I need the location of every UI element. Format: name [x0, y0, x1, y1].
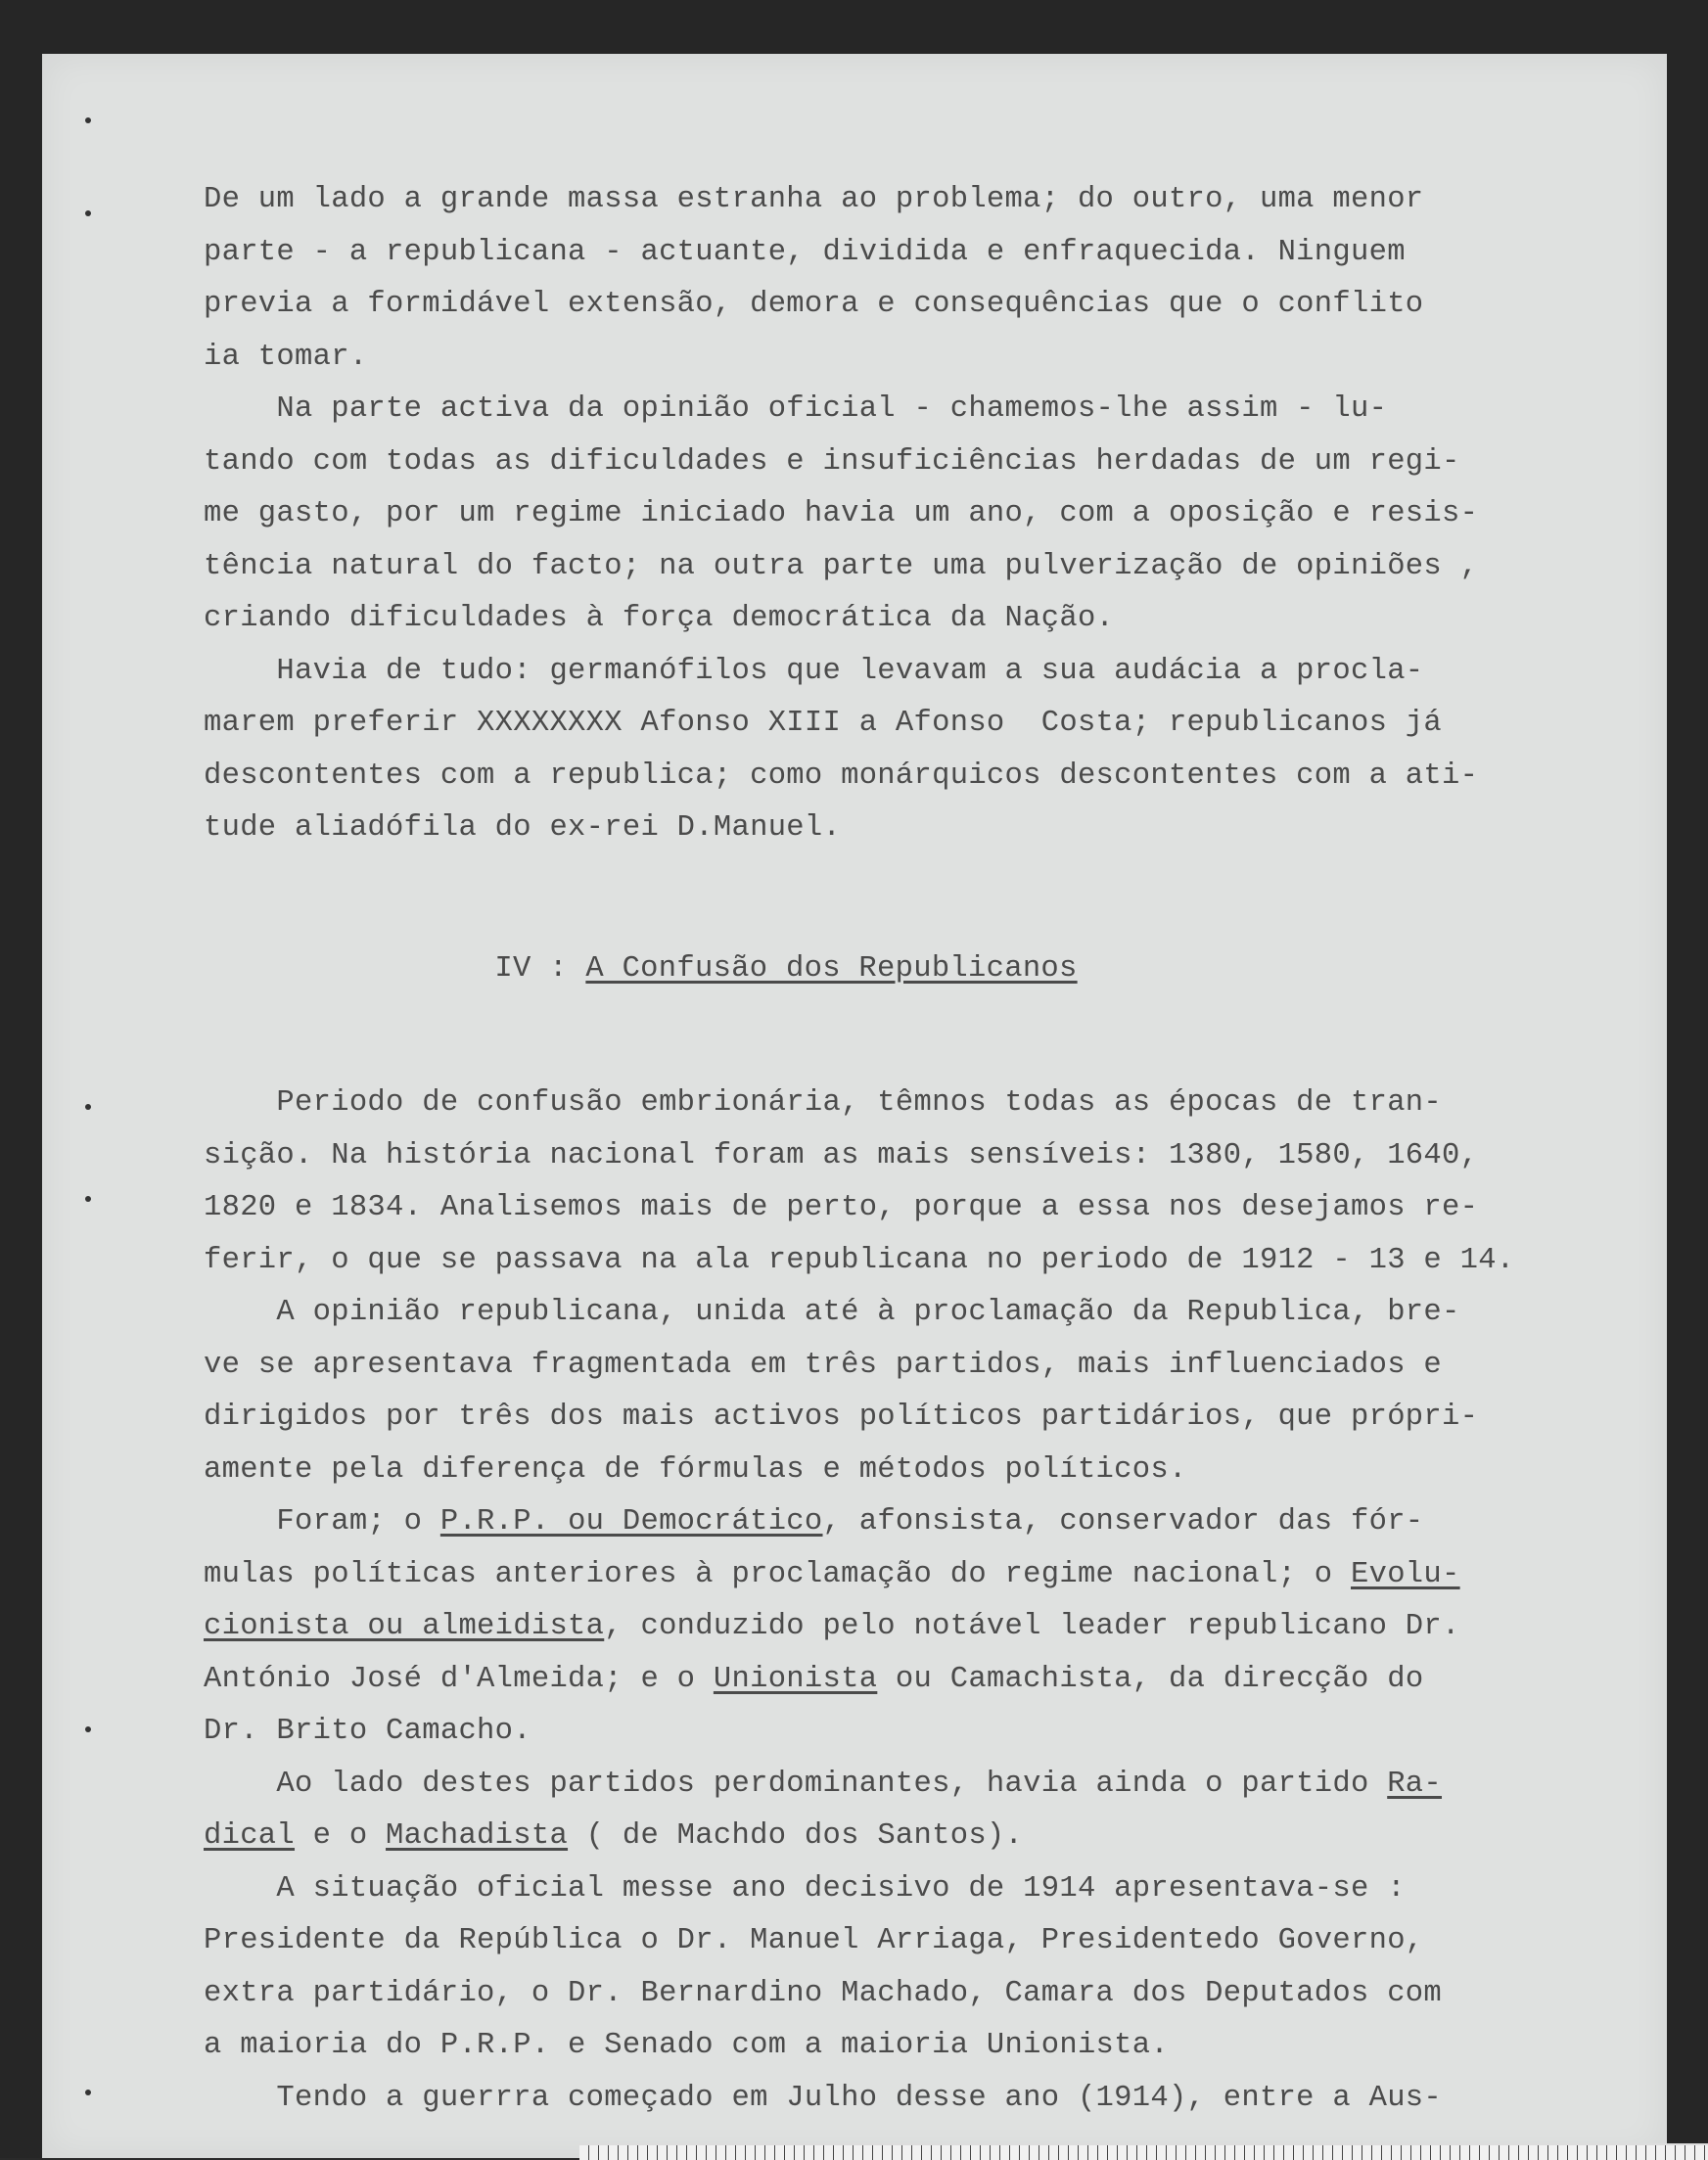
text-line: extra partidário, o Dr. Bernardino Machado, Camara dos Deputados com [204, 1976, 1443, 2010]
paragraph-2 [204, 384, 1593, 646]
text-line: sição. Na história nacional foram as mais sensíveis: 1380, 1580, 1640, [204, 1138, 1479, 1172]
text-line: tude aliadófila do ex-rei D.Manuel. [204, 811, 842, 845]
paragraph-5 [204, 1287, 1593, 1496]
text-line: De um lado a grande massa estranha ao problema; do outro, uma menor [204, 183, 1424, 216]
text-run: Ao lado destes partidos perdominantes, havia ainda o partido [204, 1767, 1388, 1801]
text-run: ou Camachista, da direcção do [877, 1662, 1424, 1696]
party-name-machadista: Machadista [386, 1819, 569, 1853]
text-line: Havia de tudo: germanófilos que levavam a sua audácia a procla- [204, 654, 1424, 688]
text-line [204, 1601, 1593, 1654]
section-title: A Confusão dos Republicanos [585, 951, 1078, 986]
text-line: A situação oficial messe ano decisivo de 1914 apresentava-se : [204, 1871, 1406, 1906]
party-name-unionista: Unionista [713, 1662, 878, 1696]
margin-mark [85, 2090, 91, 2095]
text-line: amente pela diferença de fórmulas e métodos políticos. [204, 1452, 1187, 1487]
paragraph-9 [204, 2073, 1593, 2126]
text-line: dirigidos por três dos mais activos políticos partidários, que própri- [204, 1401, 1479, 1434]
text-line: marem preferir XXXXXXXX Afonso XIII a Afonso Costa; republicanos já [204, 707, 1443, 740]
text-run: e o [295, 1819, 387, 1853]
text-line: Na parte activa da opinião oficial - chamemos-lhe assim - lu- [204, 392, 1388, 426]
text-line: ferir, o que se passava na ala republicana no periodo de 1912 - 13 e 14. [204, 1243, 1515, 1277]
text-line: ia tomar. [204, 340, 368, 374]
text-line: tando com todas as dificuldades e insuficiências herdadas de um regi- [204, 444, 1460, 479]
paragraph-4 [204, 1078, 1593, 1287]
margin-mark [85, 1196, 91, 1202]
text-run: , afonsista, conservador das fór- [822, 1505, 1424, 1539]
text-line: ve se apresentava fragmentada em três partidos, mais influenciados e [204, 1348, 1443, 1382]
text-run: ( de Machdo dos Santos). [568, 1819, 1024, 1853]
document-body [204, 174, 1593, 2125]
text-line [204, 1811, 1593, 1863]
margin-mark [85, 1104, 91, 1110]
paragraph-8 [204, 1863, 1593, 2073]
text-run: , conduzido pelo notável leader republicano Dr. [604, 1610, 1460, 1643]
text-run: António José d'Almeida; e o [204, 1662, 714, 1696]
text-line: tência natural do facto; na outra parte uma pulverização de opiniões , [204, 549, 1479, 583]
text-line [204, 1496, 1593, 1549]
text-line: 1820 e 1834. Analisemos mais de perto, porque a essa nos desejamos re- [204, 1191, 1479, 1224]
text-line: Dr. Brito Camacho. [204, 1715, 531, 1748]
text-run: Foram; o [204, 1505, 440, 1539]
text-line: A opinião republicana, unida até à proclamação da Republica, bre- [204, 1296, 1460, 1329]
paragraph-7 [204, 1759, 1593, 1863]
party-name-radical: dical [204, 1819, 296, 1853]
margin-mark [85, 210, 91, 216]
text-line [204, 1549, 1593, 1602]
section-number: IV : [494, 951, 586, 986]
text-line: descontentes com a republica; como monárquicos descontentes com a ati- [204, 758, 1479, 793]
text-line: me gasto, por um regime iniciado havia um ano, com a oposição e resis- [204, 497, 1479, 530]
section-heading [204, 943, 1368, 996]
text-line: Tendo a guerrra começado em Julho desse ano (1914), entre a Aus- [204, 2081, 1443, 2115]
text-line: a maioria do P.R.P. e Senado com a maioria Unionista. [204, 2029, 1169, 2062]
party-name-evolucionista: Evolu- [1351, 1557, 1460, 1591]
text-line [204, 1759, 1593, 1812]
party-name-prp: P.R.P. ou Democrático [439, 1505, 823, 1539]
text-line: Periodo de confusão embrionária, têmnos todas as épocas de tran- [204, 1086, 1443, 1120]
margin-mark [85, 117, 91, 123]
text-run: mulas políticas anteriores à proclamação do regime nacional; o [204, 1557, 1351, 1591]
paragraph-6 [204, 1496, 1593, 1759]
scale-ruler [579, 2143, 1708, 2160]
text-line: Presidente da República o Dr. Manuel Arriaga, Presidentedo Governo, [204, 1924, 1424, 1957]
margin-mark [85, 1726, 91, 1732]
party-name-evolucionista: cionista ou almeidista [204, 1610, 605, 1643]
paragraph-3 [204, 646, 1593, 855]
paragraph-1 [204, 174, 1593, 384]
text-line: parte - a republicana - actuante, dividida e enfraquecida. Ninguem [204, 235, 1406, 269]
text-line: previa a formidável extensão, demora e consequências que o conflito [204, 288, 1424, 321]
text-line [204, 1654, 1593, 1707]
party-name-radical: Ra- [1387, 1767, 1443, 1801]
text-line: criando dificuldades à força democrática da Nação. [204, 602, 1115, 635]
